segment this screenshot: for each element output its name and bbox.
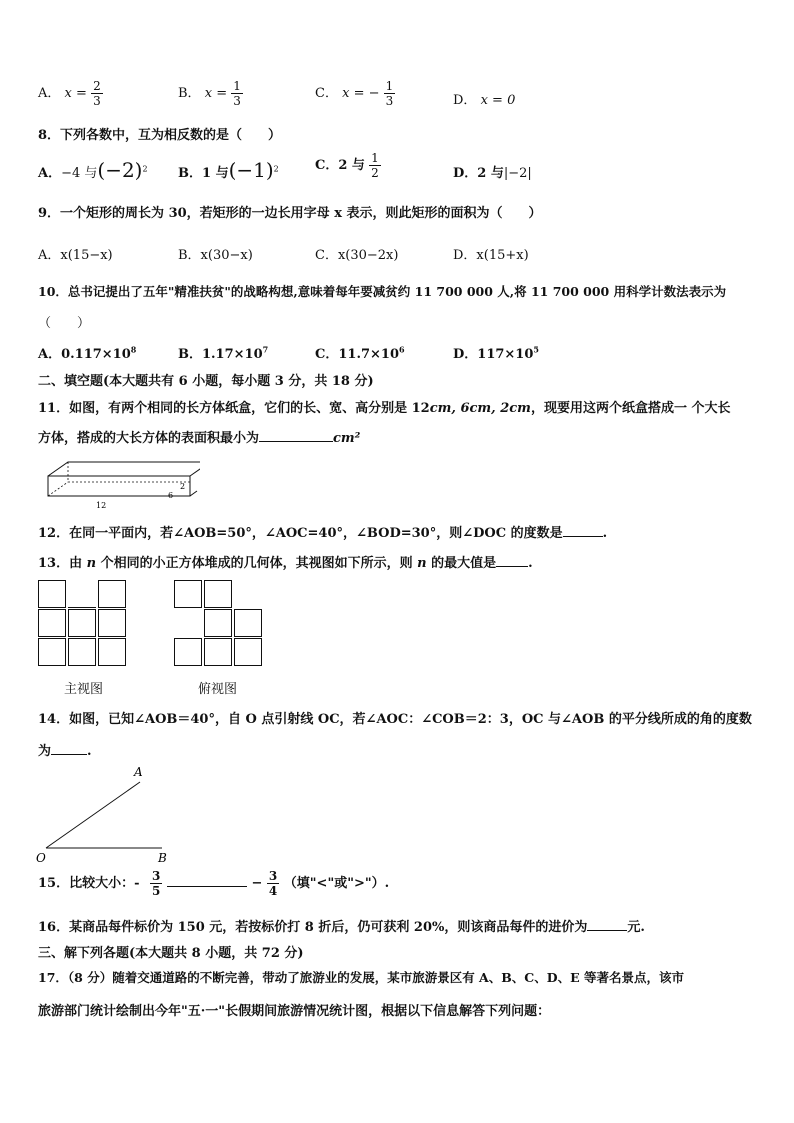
equals: = xyxy=(216,86,228,101)
q9-option-a: A．x(15−x) xyxy=(38,248,113,263)
q14-end: . xyxy=(87,744,92,759)
q10-paren: （ ） xyxy=(38,316,91,331)
q17-line1: 17．（8 分）随着交通道路的不断完善，带动了旅游业的发展，某市旅游景区有 A、B、C、D、E 等著名景点，该市 xyxy=(38,970,684,985)
q12-end: . xyxy=(602,526,608,541)
q8-stem: 8．下列各数中，互为相反数的是（ ） xyxy=(38,128,282,143)
option-label: D． xyxy=(453,93,477,108)
q12-text: 12．在同一平面内，若∠AOB=50°，∠AOC=40°，∠BOD=30°，则∠DOC 的度数是 xyxy=(38,526,563,541)
q8-option-b xyxy=(178,158,279,182)
grid-cell xyxy=(204,638,232,666)
q14-angle-figure xyxy=(32,762,182,866)
abs-expr: |−2| xyxy=(503,166,532,181)
q10-option-d xyxy=(453,343,539,362)
variable: x xyxy=(342,86,350,101)
ray-oa xyxy=(46,782,140,848)
q14-line2 xyxy=(38,740,92,759)
equals: = xyxy=(76,86,87,101)
option-text: D．117×10 xyxy=(453,347,534,362)
variable: x xyxy=(204,86,213,101)
q10-option-c xyxy=(315,343,405,362)
front-view-label: 主视图 xyxy=(64,682,104,697)
q10-stem: 10．总书记提出了五年"精准扶贫"的战略构想,意味着每年要减贫约 11 700 000 人,将 11 700 000 用科学计数法表示为 xyxy=(38,284,727,299)
q11-line1 xyxy=(38,397,730,416)
grid-cell xyxy=(98,609,126,637)
q9-option-d: D．x(15+x) xyxy=(453,248,529,263)
grid-cell xyxy=(174,580,202,608)
q7-option-b xyxy=(178,80,243,107)
q13-text-mid: 个相同的小正方体堆成的几何体，其视图如下所示，则 xyxy=(100,556,413,571)
grid-cell xyxy=(38,609,66,637)
fraction-1 xyxy=(150,870,162,897)
grid-cell xyxy=(204,580,232,608)
exponent: 6 xyxy=(399,344,405,355)
q8-option-d xyxy=(453,162,532,181)
q16 xyxy=(38,916,645,935)
numerator: 1 xyxy=(371,151,379,165)
grid-cell xyxy=(38,638,66,666)
q14-text: 为 xyxy=(38,744,52,759)
option-label: C． xyxy=(315,158,339,173)
numerator: 3 xyxy=(152,869,161,883)
grid-cell xyxy=(68,638,96,666)
q15-text: 15．比较大小：- xyxy=(38,876,140,891)
q9-option-b: B．x(30−x) xyxy=(178,248,253,263)
exponent: 7 xyxy=(262,344,269,355)
grid-cell xyxy=(68,609,96,637)
unit: cm² xyxy=(333,431,361,446)
option-text: 2 与 xyxy=(338,158,365,173)
answer-blank[interactable] xyxy=(496,566,528,567)
fraction xyxy=(384,80,396,107)
denominator: 4 xyxy=(268,884,278,898)
grid-gap xyxy=(68,580,96,608)
option-label: C． xyxy=(315,86,338,101)
fig-height-label: 2 xyxy=(180,482,186,491)
exponent: 2 xyxy=(142,164,148,174)
top-view-label: 俯视图 xyxy=(198,682,238,697)
q9-option-c: C．x(30−2x) xyxy=(315,248,399,263)
fig-length-label: 12 xyxy=(96,501,107,510)
point-a-label: A xyxy=(134,765,143,779)
grid-cell xyxy=(174,638,202,666)
denominator: 3 xyxy=(93,94,101,108)
variable-n: n xyxy=(86,556,97,571)
front-view-grid xyxy=(38,580,130,670)
q12 xyxy=(38,522,607,541)
section-2-heading: 二、填空题(本大题共有 6 小题，每小题 3 分，共 18 分) xyxy=(38,374,374,389)
top-view-grid xyxy=(174,580,266,670)
q13 xyxy=(38,552,533,571)
fraction xyxy=(369,152,381,179)
option-text: A．0.117×10 xyxy=(38,347,131,362)
section-3-heading: 三、解下列各题(本大题共 8 小题，共 72 分) xyxy=(38,946,304,961)
q16-end: 元. xyxy=(627,920,645,935)
grid-cell xyxy=(234,609,262,637)
variable: x xyxy=(64,86,72,101)
numerator: 1 xyxy=(233,79,241,93)
option-text: 1 与 xyxy=(202,166,229,181)
grid-cell xyxy=(98,638,126,666)
fig-width-label: 6 xyxy=(168,491,174,500)
option-text: −4 与 xyxy=(61,166,98,181)
exponent: 8 xyxy=(130,344,137,355)
numerator: 1 xyxy=(385,79,394,93)
option-label: B． xyxy=(178,86,201,101)
paren-expr: (−1) xyxy=(228,158,274,182)
q10-option-a xyxy=(38,343,136,362)
q15-instruction: （填"<"或">"）. xyxy=(283,876,390,891)
exponent: 5 xyxy=(533,344,539,355)
option-label: A． xyxy=(38,86,61,101)
expression: x = 0 xyxy=(480,93,516,108)
q16-text: 16．某商品每件标价为 150 元，若按标价打 8 折后，仍可获利 20%，则该商品每件的进价为 xyxy=(38,920,588,935)
grid-cell xyxy=(204,609,232,637)
option-label: D． xyxy=(453,166,478,181)
q17-line2: 旅游部门统计绘制出今年"五·一"长假期间旅游情况统计图，根据以下信息解答下列问题： xyxy=(38,1004,551,1019)
q11-box-figure xyxy=(40,458,200,510)
paren-expr: (−2) xyxy=(97,158,143,182)
fraction-2 xyxy=(267,870,279,897)
grid-cell xyxy=(234,638,262,666)
answer-blank[interactable] xyxy=(259,441,333,442)
denominator: 3 xyxy=(385,94,394,108)
variable-n: n xyxy=(417,556,427,571)
numerator: 2 xyxy=(93,79,101,93)
answer-blank[interactable] xyxy=(167,886,247,887)
numerator: 3 xyxy=(268,869,278,883)
option-text: 2 与 xyxy=(477,166,504,181)
answer-blank[interactable] xyxy=(587,930,627,931)
q11-line2 xyxy=(38,427,360,446)
q8-option-a xyxy=(38,158,148,182)
q13-text-post: 的最大值是 xyxy=(431,556,497,571)
q11-text-post: ，现要用这两个纸盒搭成一 个大长 xyxy=(530,401,731,416)
q15 xyxy=(38,870,389,897)
q8-option-c xyxy=(315,152,381,179)
point-o-label: O xyxy=(36,851,46,865)
denominator: 3 xyxy=(233,94,241,108)
q11-text: 11．如图，有两个相同的长方体纸盒，它们的长、宽、高分别是 12 xyxy=(38,401,430,416)
exponent: 2 xyxy=(273,164,279,174)
fraction xyxy=(91,80,103,107)
q11-dims: cm, 6cm, 2cm xyxy=(429,401,531,416)
q13-end: . xyxy=(528,556,533,571)
q9-stem: 9．一个矩形的周长为 30，若矩形的一边长用字母 x 表示，则此矩形的面积为（ ） xyxy=(38,206,542,221)
denominator: 2 xyxy=(371,166,379,180)
grid-cell xyxy=(98,580,126,608)
option-text: B．1.17×10 xyxy=(178,347,263,362)
answer-blank[interactable] xyxy=(51,754,87,755)
q13-text: 13．由 xyxy=(38,556,83,571)
option-label: B． xyxy=(178,166,202,181)
answer-blank[interactable] xyxy=(563,536,603,537)
option-text: C．11.7×10 xyxy=(315,347,399,362)
option-label: A． xyxy=(38,166,62,181)
q14-line1: 14．如图，已知∠AOB＝40°，自 O 点引射线 OC，若∠AOC：∠COB＝2：3，OC 与∠AOB 的平分线所成的角的度数 xyxy=(38,712,752,727)
minus-sign: − xyxy=(251,876,263,891)
point-b-label: B xyxy=(158,851,167,865)
q7-option-c xyxy=(315,80,395,107)
q11-text: 方体，搭成的大长方体的表面积最小为 xyxy=(38,431,260,446)
fraction xyxy=(231,80,243,107)
q7-option-d xyxy=(453,89,515,108)
denominator: 5 xyxy=(152,884,161,898)
q7-option-a xyxy=(38,80,103,107)
grid-cell xyxy=(38,580,66,608)
equals: = − xyxy=(353,86,380,101)
q10-option-b xyxy=(178,343,268,362)
